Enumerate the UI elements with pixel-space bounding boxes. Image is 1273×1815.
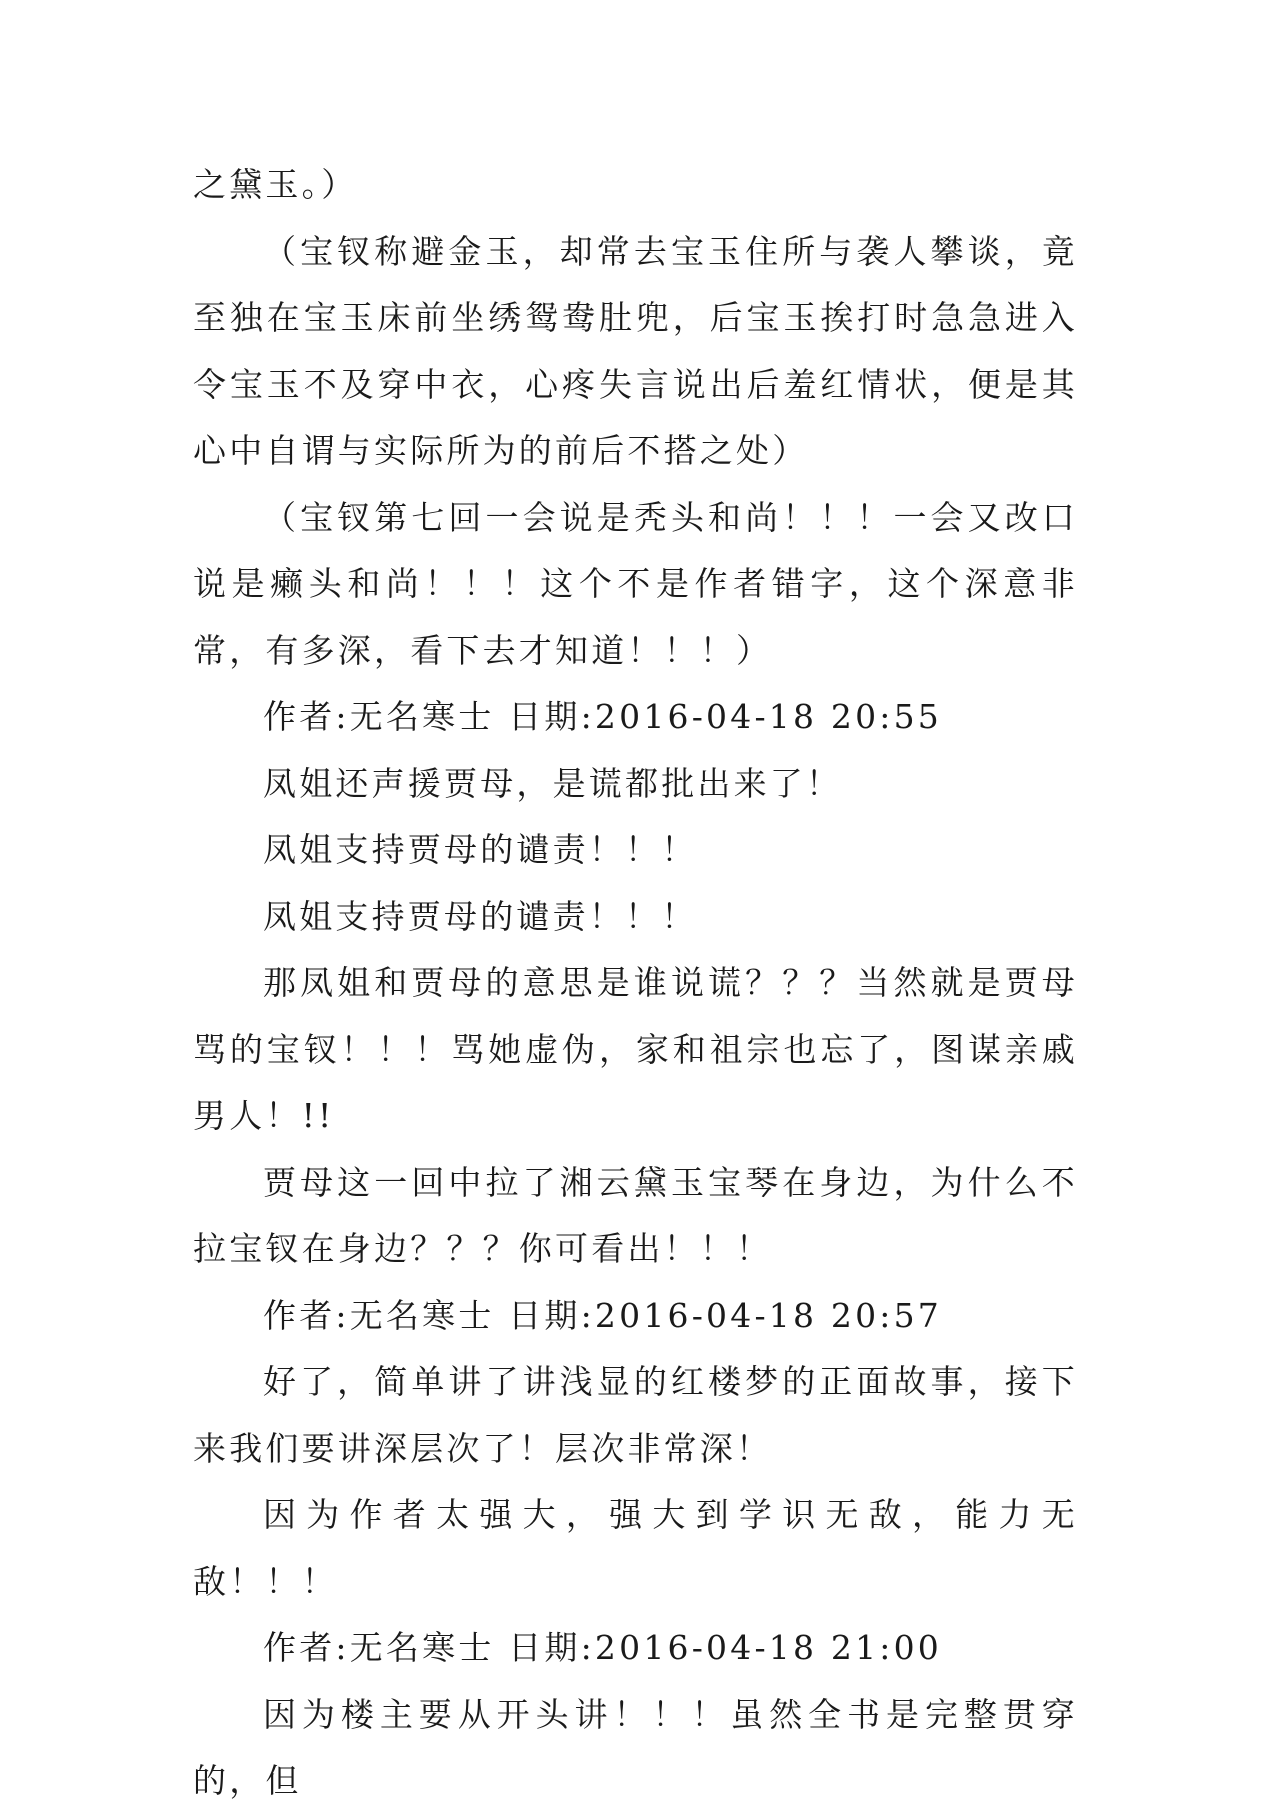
paragraph: （宝钗称避金玉，却常去宝玉住所与袭人攀谈，竟至独在宝玉床前坐绣鸳鸯肚兜，后宝玉挨打时急急进入令宝玉不及穿中衣，心疼失言说出后羞红情状，便是其心中自谓与实际所为的前后不搭之处）	[193, 231, 1078, 470]
paragraph: 凤姐支持贾母的谴责！！！	[263, 830, 698, 869]
paragraph: 之黛玉。）	[193, 165, 358, 204]
paragraph: （宝钗第七回一会说是秃头和尚！！！一会又改口说是癞头和尚！！！这个不是作者错字，这个深意非常，有多深，看下去才知道！！！）	[193, 497, 1078, 670]
post-meta-line: 作者:无名寒士 日期:2016-04-18 20:57	[263, 1295, 942, 1335]
post-meta-line: 作者:无名寒士 日期:2016-04-18 20:55	[263, 697, 942, 736]
document-body	[193, 152, 1078, 1815]
post-meta-line: 作者:无名寒士 日期:2016-04-18 21:00	[263, 1628, 942, 1667]
paragraph: 那凤姐和贾母的意思是谁说谎？？？当然就是贾母骂的宝钗！！！骂她虚伪，家和祖宗也忘了，图谋亲戚男人！!!	[193, 963, 1078, 1135]
paragraph: 因为楼主要从开头讲！！！虽然全书是完整贯穿的，但	[193, 1694, 1078, 1800]
paragraph: 凤姐支持贾母的谴责！！！	[263, 896, 698, 936]
paragraph: 贾母这一回中拉了湘云黛玉宝琴在身边，为什么不拉宝钗在身边？？？你可看出！！！	[193, 1162, 1078, 1268]
paragraph: 因为作者太强大，强大到学识无敌，能力无敌！！！	[193, 1495, 1078, 1601]
paragraph: 好了，简单讲了讲浅显的红楼梦的正面故事，接下来我们要讲深层次了！层次非常深！	[193, 1362, 1078, 1468]
paragraph: 凤姐还声援贾母，是谎都批出来了！	[263, 763, 843, 803]
